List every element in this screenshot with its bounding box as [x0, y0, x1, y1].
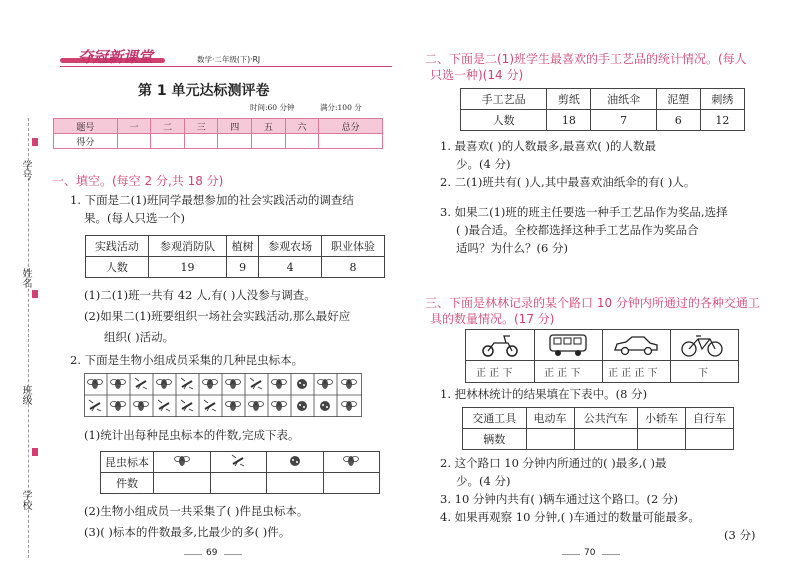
answer-cell[interactable] [267, 473, 324, 494]
s1-q1-line2: 果。(每人只选一个) [84, 211, 185, 225]
th: 参观农场 [259, 236, 322, 257]
page-number-left: 69 [206, 548, 218, 558]
s2-q1-line1: 1. 最喜欢( )的人数最多,最喜欢( )的人数最 [440, 139, 657, 153]
insect-specimen-grid [84, 373, 362, 417]
s1-q2-a: (1)统计出每种昆虫标本的件数,完成下表。 [84, 428, 300, 442]
side-marker [32, 448, 38, 456]
s2-q1-line2: 少。(4 分) [456, 157, 511, 171]
score-cell[interactable] [184, 134, 218, 149]
th: 电动车 [526, 408, 574, 429]
vehicle-tally-table [465, 329, 739, 383]
tally-car: 正 正 正 下 [608, 368, 658, 379]
bee-icon [154, 452, 211, 473]
answer-cell[interactable] [638, 429, 686, 450]
s2-q3-line3: 适吗？为什么？(6 分) [456, 241, 568, 255]
score-header: 二 [151, 119, 185, 134]
cell-value: 4 [259, 257, 322, 278]
cell-value: 8 [322, 257, 385, 278]
fly-icon [210, 452, 267, 473]
side-label-name: 姓名 [20, 268, 31, 288]
answer-cell[interactable] [574, 429, 638, 450]
th: 自行车 [686, 408, 734, 429]
s1-q2: 2. 下面是生物小组成员采集的几种昆虫标本。 [70, 353, 304, 367]
crafts-table [460, 88, 745, 131]
s3-q3: 3. 10 分钟内共有( )辆车通过这个路口。(2 分) [440, 492, 678, 506]
tally-scooter: 正 正 下 [476, 368, 513, 379]
page-rule [602, 554, 620, 555]
section-2-heading-line1: 二、下面是二(1)班学生最喜欢的手工艺品的统计情况。(每人 [425, 52, 747, 66]
side-label-school: 学校 [20, 490, 31, 510]
s2-q3-line2: ( )最合适。全校都选择这种手工艺品作为奖品合 [456, 223, 699, 237]
score-cell[interactable] [319, 134, 383, 149]
insect-row-2 [89, 400, 357, 411]
s1-q1-b2: 组织( )活动。 [104, 330, 175, 344]
s1-q1-line1: 1. 下面是二(1)班同学最想参加的社会实践活动的调查结 [70, 193, 354, 207]
page-rule [224, 554, 242, 555]
page-rule [184, 554, 202, 555]
score-header: 六 [285, 119, 319, 134]
cell-value: 9 [227, 257, 259, 278]
electric-scooter-icon [480, 333, 520, 357]
cell-value: 6 [656, 110, 700, 131]
s3-q4-points: (3 分) [724, 528, 756, 542]
score-header: 总分 [319, 119, 383, 134]
s1-q1-b1: (2)如果二(1)班要组织一场社会实践活动,那么最好应 [84, 309, 351, 323]
cell-value: 19 [148, 257, 226, 278]
section-1-heading: 一、填空。(每空 2 分,共 18 分) [52, 174, 224, 188]
th: 职业体验 [322, 236, 385, 257]
brand-logo: 夺冠新课堂 [78, 48, 154, 66]
score-cell[interactable] [218, 134, 252, 149]
activity-table [85, 235, 385, 278]
answer-cell[interactable] [686, 429, 734, 450]
tally-bus: 正 正 下 [544, 368, 581, 379]
full-score-label: 满分:100 分 [320, 103, 362, 112]
th: 油纸伞 [591, 89, 656, 110]
section-3-heading-line2: 具的数量情况。(17 分) [430, 312, 555, 326]
section-2-heading-line2: 只选一种)(14 分) [430, 68, 524, 82]
bicycle-icon [680, 333, 724, 357]
th: 交通工具 [463, 408, 527, 429]
car-icon [612, 333, 660, 357]
side-marker [32, 138, 38, 146]
th: 昆虫标本 [101, 452, 154, 473]
page-title: 第 1 单元达标测评卷 [138, 83, 270, 99]
page-rule [562, 554, 580, 555]
answer-cell[interactable] [323, 473, 380, 494]
score-header: 题号 [54, 119, 118, 134]
score-cell[interactable] [151, 134, 185, 149]
th: 刺绣 [700, 89, 744, 110]
score-header: 一 [117, 119, 151, 134]
side-label-id: 学号 [20, 160, 31, 180]
vehicle-table [462, 407, 734, 450]
s3-q4: 4. 如果再观察 10 分钟,( )车通过的数量可能最多。 [440, 510, 700, 524]
score-header: 四 [218, 119, 252, 134]
s1-q2-b: (2)生物小组成员一共采集了( )件昆虫标本。 [84, 504, 309, 518]
s1-q2-c: (3)( )标本的件数最多,比最少的多( )件。 [84, 525, 291, 539]
page-number-right: 70 [584, 548, 596, 558]
s1-q1-a: (1)二(1)班一共有 42 人,有( )人没参与调查。 [84, 288, 316, 302]
th: 手工艺品 [461, 89, 547, 110]
score-header: 三 [184, 119, 218, 134]
th: 小轿车 [638, 408, 686, 429]
ladybug-icon [267, 452, 324, 473]
cell-value: 12 [700, 110, 744, 131]
s2-q3-line1: 3. 如果二(1)班的班主任要选一种手工艺品作为奖品,选择 [440, 205, 728, 219]
time-label: 时间:60 分钟 [250, 103, 295, 112]
th: 实践活动 [86, 236, 149, 257]
th: 剪纸 [547, 89, 591, 110]
score-row-label: 得分 [54, 134, 118, 149]
score-table [53, 118, 383, 149]
cell-value: 18 [547, 110, 591, 131]
answer-cell[interactable] [210, 473, 267, 494]
row-label: 辆数 [463, 429, 527, 450]
row-label: 人数 [461, 110, 547, 131]
s3-q1: 1. 把林林统计的结果填在下表中。(8 分) [440, 387, 648, 401]
score-cell[interactable] [117, 134, 151, 149]
subject-label: 数学·二年级(下)·RJ [197, 55, 261, 64]
side-marker [32, 290, 38, 298]
cell-value: 7 [591, 110, 656, 131]
row-label: 件数 [101, 473, 154, 494]
answer-cell[interactable] [526, 429, 574, 450]
s3-q2-line2: 少。(4 分) [456, 474, 511, 488]
th: 泥塑 [656, 89, 700, 110]
th: 植树 [227, 236, 259, 257]
tally-bicycle: 下 [698, 368, 708, 379]
th: 公共汽车 [574, 408, 638, 429]
insect-table [100, 451, 380, 494]
score-header: 五 [252, 119, 286, 134]
th: 参观消防队 [148, 236, 226, 257]
side-label-class: 班级 [20, 385, 31, 405]
s2-q2: 2. 二(1)班共有( )人,其中最喜欢油纸伞的有( )人。 [440, 175, 696, 189]
score-cell[interactable] [252, 134, 286, 149]
row-label: 人数 [86, 257, 149, 278]
bus-icon [546, 333, 590, 357]
answer-cell[interactable] [154, 473, 211, 494]
section-3-heading-line1: 三、下面是林林记录的某个路口 10 分钟内所通过的各种交通工 [425, 296, 760, 310]
bee-icon [323, 452, 380, 473]
score-cell[interactable] [285, 134, 319, 149]
header-rule [60, 66, 392, 67]
s3-q2-line1: 2. 这个路口 10 分钟内所通过的( )最多,( )最 [440, 456, 667, 470]
